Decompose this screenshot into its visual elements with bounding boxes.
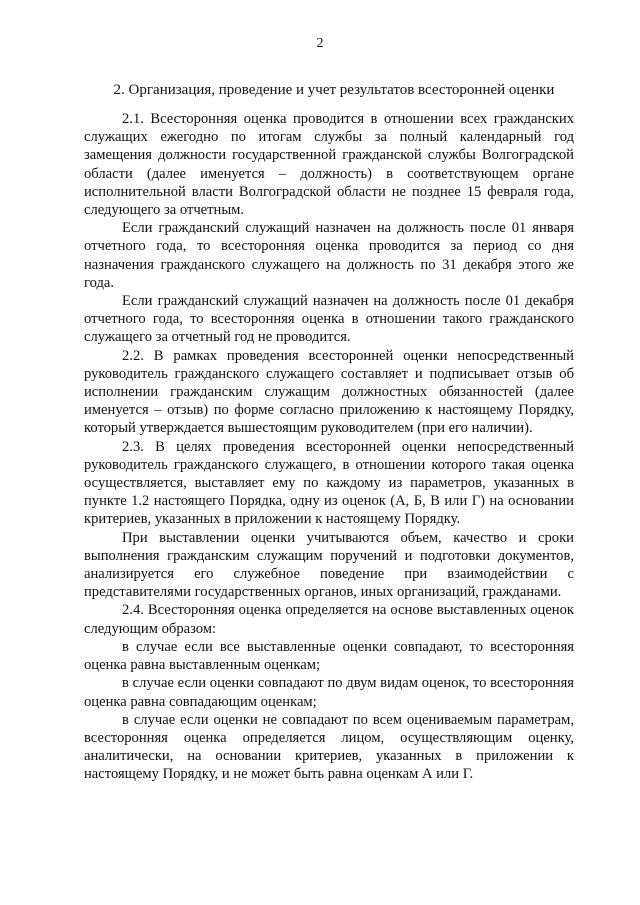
page-number: 2 (316, 36, 324, 51)
paragraph-2-1: 2.1. Всесторонняя оценка проводится в отношении всех гражданских служащих ежегодно по итогам службы за полный календарный год замещения должности государственной гражданской службы Волгоградской области (далее именуется – должность) в соответствующем органе исполнительной власти Волгоградской области не позднее 15 февраля года, следующего за отчетным. (84, 111, 574, 219)
section-heading: 2. Организация, проведение и учет результатов всесторонней оценки (113, 82, 555, 98)
list-item-none-match: в случае если оценки не совпадают по всем оцениваемым параметрам, всесторонняя оценка определяется лицом, осуществляющим оценку, аналитически, на основании критериев, указанных в приложении к настоящему Порядку, и не может быть равна оценкам А или Г. (84, 711, 574, 783)
paragraph-2-2: 2.2. В рамках проведения всесторонней оценки непосредственный руководитель гражданского служащего составляет и подписывает отзыв об исполнении гражданским служащим должностных обязанностей (далее именуется – отзыв) по форме согласно приложению к настоящему Порядку, который утверждается вышестоящим руководителем (при его наличии). (84, 347, 574, 437)
document-body (84, 110, 574, 784)
paragraph-2-3: 2.3. В целях проведения всесторонней оценки непосредственный руководитель гражданского служащего, в отношении которого такая оценка осуществляется, выставляет ему по каждому из параметров, указанных в пункте 1.2 настоящего Порядка, одну из оценок (А, Б, В или Г) на основании критериев, указанных в приложении к настоящему Порядку. (84, 438, 574, 528)
paragraph-2-4: 2.4. Всесторонняя оценка определяется на основе выставленных оценок следующим образом: (84, 602, 574, 637)
paragraph-after-december: Если гражданский служащий назначен на должность после 01 декабря отчетного года, то всесторонняя оценка в отношении такого гражданского служащего за отчетный год не проводится. (84, 293, 574, 346)
list-item-all-match: в случае если все выставленные оценки совпадают, то всесторонняя оценка равна выставленным оценкам; (84, 638, 574, 674)
paragraph-after-january: Если гражданский служащий назначен на должность после 01 января отчетного года, то всесторонняя оценка проводится за период со дня назначения гражданского служащего на должность по 31 декабря этого же года. (84, 220, 574, 291)
paragraph-evaluation-factors: При выставлении оценки учитываются объем, качество и сроки выполнения гражданским служащим поручений и подготовки документов, анализируется его служебное поведение при взаимодействии с представителями государственных органов, иных организаций, гражданами. (84, 529, 574, 601)
list-item-two-match: в случае если оценки совпадают по двум видам оценок, то всесторонняя оценка равна совпадающим оценкам; (84, 675, 574, 710)
